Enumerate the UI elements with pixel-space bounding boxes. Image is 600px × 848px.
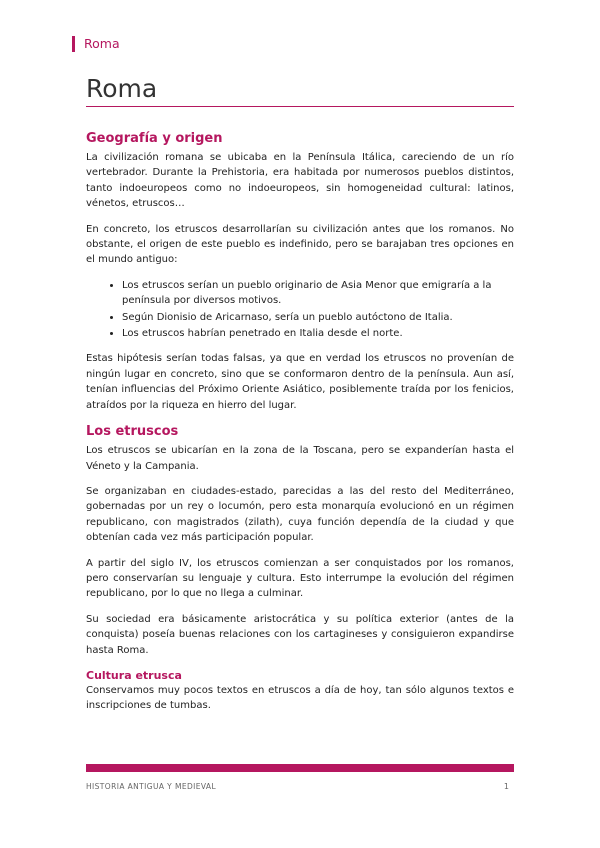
footer-course-title: HISTORIA ANTIGUA Y MEDIEVAL [86, 782, 217, 791]
page-number: 1 [503, 782, 509, 791]
subsection-heading-cultura: Cultura etrusca [86, 668, 182, 682]
paragraph: Se organizaban en ciudades-estado, parecidas a las del resto del Mediterráneo, gobernadas por un rey o locumón, pero esta monarquía evolucionó en un régimen republicano, con magistrados (zilath), cuya función dependía de la ciudad y que obtenían cada vez más participación popular. [86, 485, 514, 544]
paragraph: Conservamos muy pocos textos en etruscos a día de hoy, tan sólo algunos textos e inscripciones de tumbas. [86, 684, 514, 712]
page-title: Roma [86, 74, 158, 103]
header-accent-bar [72, 36, 75, 52]
list-item: • Según Dionisio de Aricarnaso, sería un pueblo autóctono de Italia. [122, 310, 514, 325]
paragraph: Su sociedad era básicamente aristocrática y su política exterior (antes de la conquista) poseía buenas relaciones con los cartagineses y consiguieron expandirse hasta Roma. [86, 613, 514, 656]
paragraph: La civilización romana se ubicaba en la Península Itálica, careciendo de un río vertebrador. Durante la Prehistoria, era habitada por numerosos pueblos distintos, tanto indoeuropeos como no indoeuropeos, sin homogeneidad cultural: latinos, vénetos, etruscos… [86, 152, 514, 210]
bullet-list [86, 278, 514, 342]
document-body [86, 130, 514, 724]
section-heading-etruscos: Los etruscos [86, 424, 179, 440]
title-divider [86, 106, 514, 107]
paragraph: En concreto, los etruscos desarrollarían su civilización antes que los romanos. No obstante, el origen de este pueblo es indefinido, pero se barajaban tres opciones en el mundo antiguo: [86, 223, 514, 266]
paragraph: Estas hipótesis serían todas falsas, ya que en verdad los etruscos no provenían de ningún lugar en concreto, sino que se conformaron dentro de la península. Aun así, tenían influencias del Próximo Oriente Asiático, posiblemente traída por los fenicios, atraídos por la riqueza en hierro del lugar. [86, 353, 514, 411]
paragraph: Los etruscos se ubicarían en la zona de la Toscana, pero se expanderían hasta el Véneto y la Campania. [86, 445, 514, 472]
section-heading-geografia: Geografía y origen [86, 131, 223, 146]
running-header: Roma [84, 36, 120, 51]
list-item: • Los etruscos serían un pueblo originario de Asia Menor que emigraría a la península por diversos motivos. [122, 278, 514, 309]
footer-band [86, 764, 514, 772]
list-item: • Los etruscos habrían penetrado en Italia desde el norte. [122, 326, 514, 341]
paragraph: A partir del siglo IV, los etruscos comienzan a ser conquistados por los romanos, pero conservarían su lenguaje y cultura. Esto interrumpe la evolución del régimen republicano, por lo que no llega a culminar. [86, 557, 514, 600]
